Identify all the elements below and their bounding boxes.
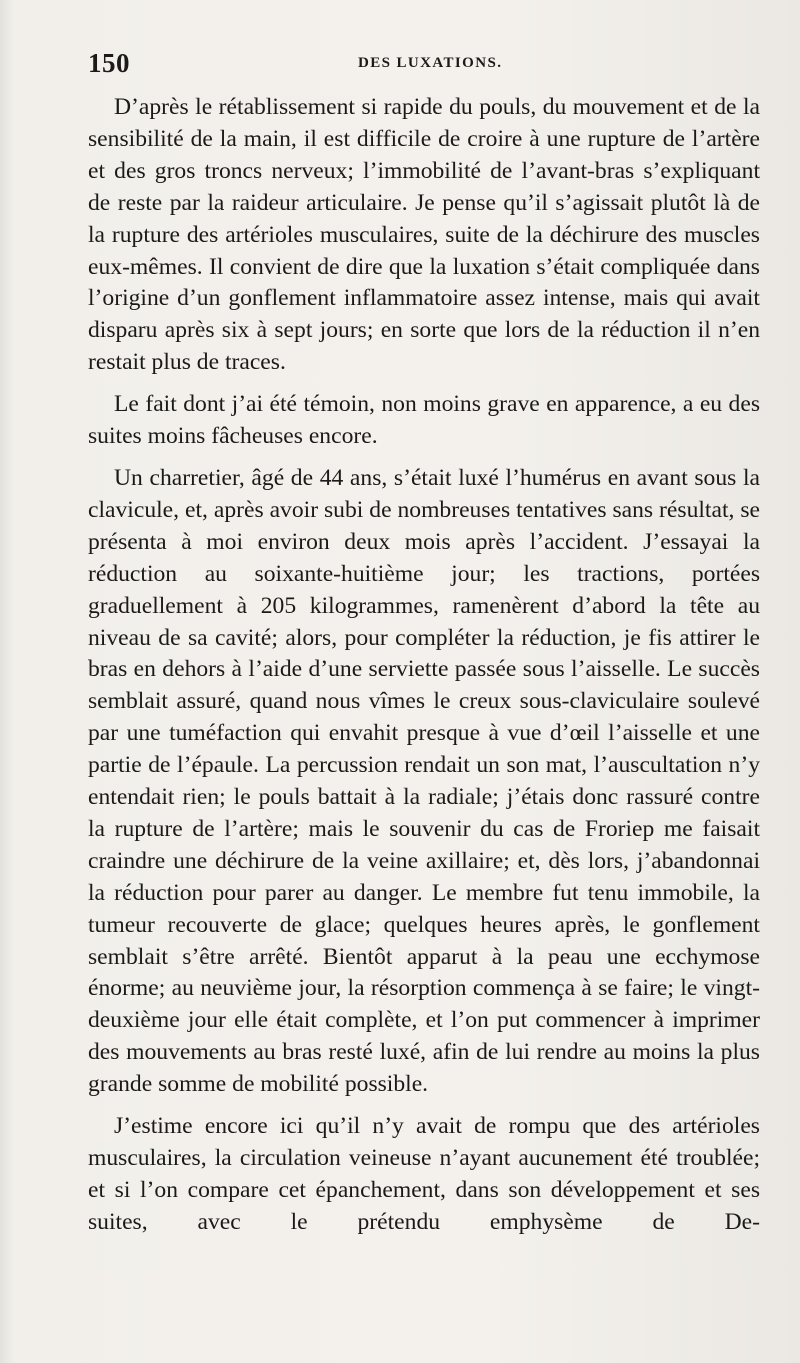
paragraph-1: D’après le rétablissement si rapide du pouls, du mouvement et de la sensibilité de la main, il est difficile de croire à une rupture de l’artère et des gros troncs nerveux; l’immobilité de l’avant-bras s’expliquant de reste par la raideur articulaire. Je pense qu’il s’agissait plutôt là de la rupture des artérioles musculaires, suite de la déchirure des muscles eux-mêmes. Il convient de dire que la luxation s’était compliquée dans l’origine d’un gonflement inflammatoire assez intense, mais qui avait disparu après six à sept jours; en sorte que lors de la réduction il n’en restait plus de traces.: [88, 94, 760, 376]
paragraph-2: Le fait dont j’ai été témoin, non moins grave en apparence, a eu des suites moins fâcheuses encore.: [88, 391, 760, 450]
paragraph-4: J’estime encore ici qu’il n’y avait de rompu que des artérioles musculaires, la circulation veineuse n’ayant aucunement été troublée; et si l’on compare cet épanchement, dans son développement et ses suites, avec le prétendu emphysème de De-: [88, 1113, 760, 1235]
body-text: [88, 92, 760, 1249]
page-header: [88, 48, 760, 84]
running-head: DES LUXATIONS.: [358, 55, 503, 71]
page-number: 150: [88, 48, 130, 78]
paragraph-3: Un charretier, âgé de 44 ans, s’était luxé l’humérus en avant sous la clavicule, et, après avoir subi de nombreuses tentatives sans résultat, se présenta à moi environ deux mois après l’accident. J’essayai la réduction au soixante-huitième jour; les tractions, portées graduellement à 205 kilogrammes, ramenèrent d’abord la tête au niveau de sa cavité; alors, pour compléter la réduction, je fis attirer le bras en dehors à l’aide d’une serviette passée sous l’aisselle. Le succès semblait assuré, quand nous vîmes le creux sous-claviculaire soulevé par une tuméfaction qui envahit presque à vue d’œil l’aisselle et une partie de l’épaule. La percussion rendait un son mat, l’auscultation n’y entendait rien; le pouls battait à la radiale; j’étais donc rassuré contre la rupture de l’artère; mais le souvenir du cas de Froriep me faisait craindre une déchirure de la veine axillaire; et, dès lors, j’abandonnai la réduction pour parer au danger. Le membre fut tenu immobile, la tumeur recouverte de glace; quelques heures après, le gonflement semblait s’être arrêté. Bientôt apparut à la peau une ecchymose énorme; au neuvième jour, la résorption commença à se faire; le vingt-deuxième jour elle était complète, et l’on put commencer à imprimer des mouvements au bras resté luxé, afin de lui rendre au moins la plus grande somme de mobilité possible.: [88, 464, 760, 1098]
